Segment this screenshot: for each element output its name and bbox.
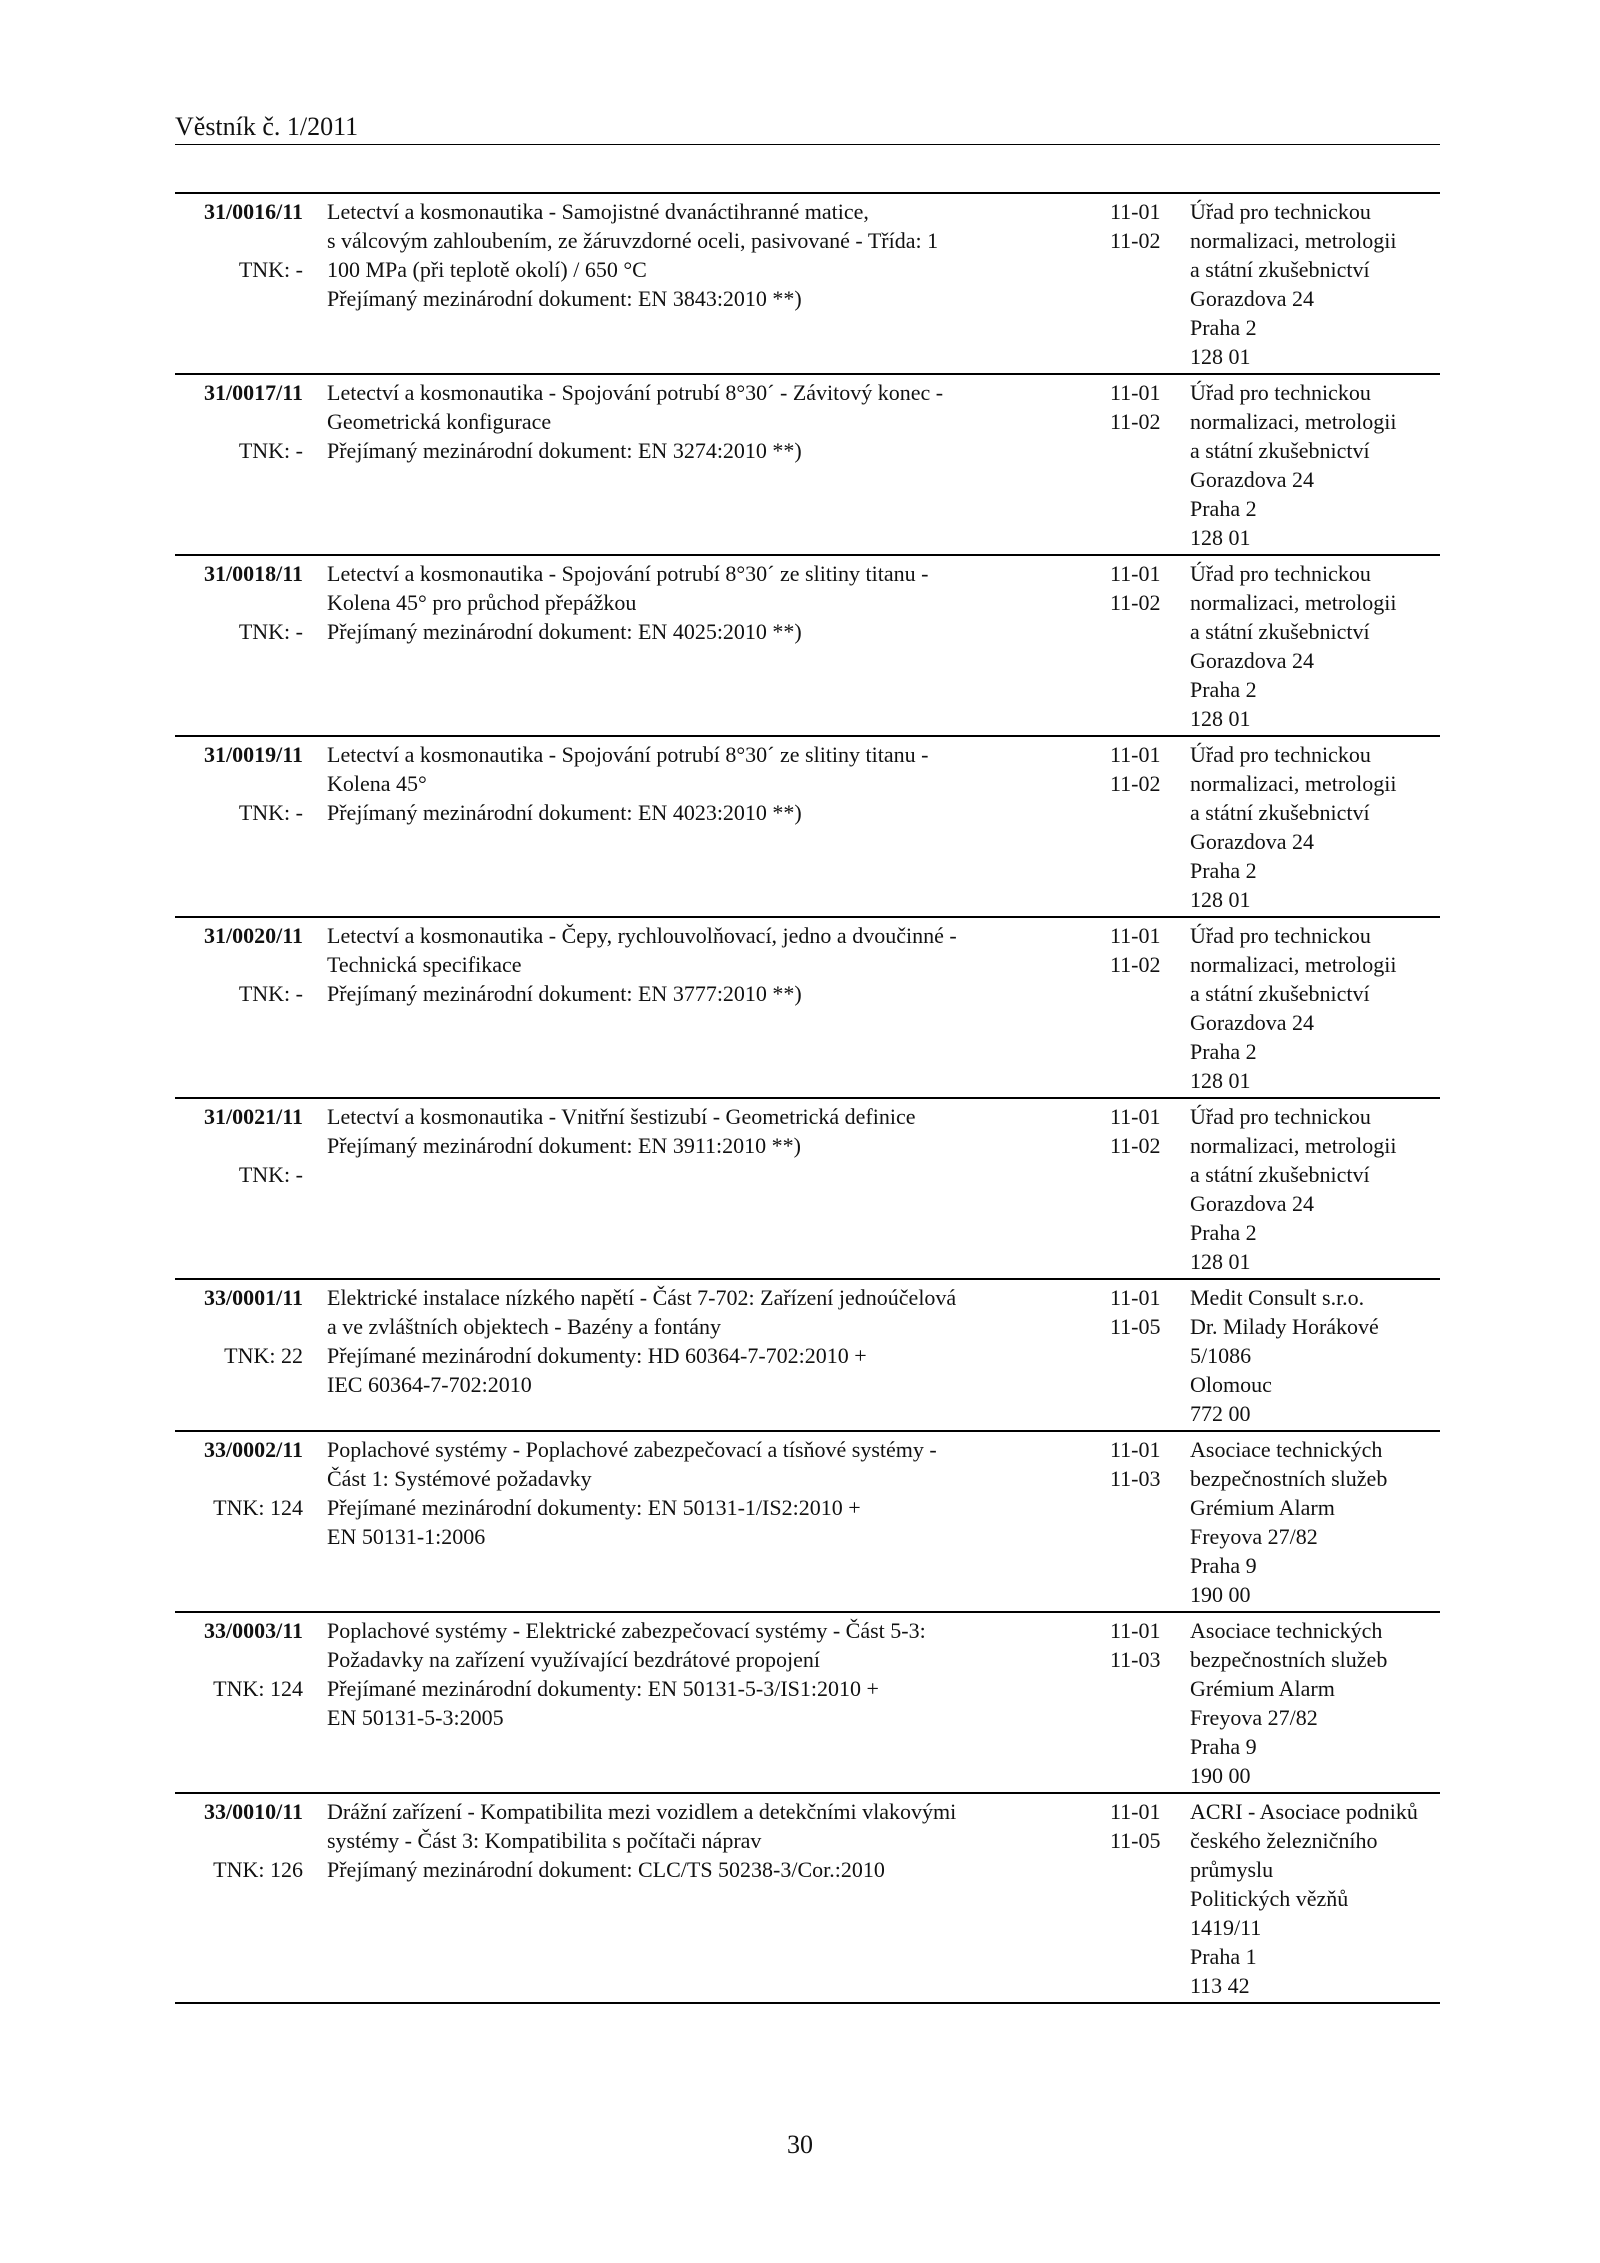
table-row — [175, 735, 1440, 916]
description-line: Letectví a kosmonautika - Vnitřní šestizubí - Geometrická definice — [327, 1104, 916, 1129]
address-line: Praha 2 — [1190, 1039, 1257, 1064]
record-codes-cell — [1080, 197, 1190, 371]
record-description-cell — [303, 1616, 1080, 1790]
address-line: bezpečnostních služeb — [1190, 1466, 1388, 1491]
tnk-label: TNK: - — [238, 1162, 303, 1187]
address-line: Praha 2 — [1190, 496, 1257, 521]
description-line: Přejímané mezinárodní dokumenty: EN 50131-1/IS2:2010 + — [327, 1495, 861, 1520]
address-line: 5/1086 — [1190, 1343, 1252, 1368]
address-line: 128 01 — [1190, 1249, 1251, 1274]
record-description-cell — [303, 921, 1080, 1095]
record-address-cell — [1190, 1102, 1440, 1276]
record-address-cell — [1190, 1435, 1440, 1609]
record-id-cell — [175, 1435, 303, 1609]
description-line: Poplachové systémy - Elektrické zabezpečovací systémy - Část 5-3: — [327, 1618, 926, 1643]
address-line: Praha 2 — [1190, 315, 1257, 340]
address-line: Úřad pro technickou — [1190, 923, 1371, 948]
description-line: s válcovým zahloubením, ze žáruvzdorné oceli, pasivované - Třída: 1 — [327, 228, 939, 253]
description-line: Elektrické instalace nízkého napětí - Část 7-702: Zařízení jednoúčelová — [327, 1285, 957, 1310]
record-id-cell — [175, 1283, 303, 1428]
record-codes-cell — [1080, 1102, 1190, 1276]
address-line: 128 01 — [1190, 525, 1251, 550]
record-codes-cell — [1080, 921, 1190, 1095]
address-line: 1419/11 — [1190, 1915, 1262, 1940]
date-code: 11-05 — [1110, 1828, 1161, 1853]
description-line: Letectví a kosmonautika - Spojování potrubí 8°30´ ze slitiny titanu - — [327, 742, 929, 767]
address-line: Úřad pro technickou — [1190, 561, 1371, 586]
address-line: Úřad pro technickou — [1190, 1104, 1371, 1129]
address-line: a státní zkušebnictví — [1190, 257, 1370, 282]
date-code: 11-02 — [1110, 771, 1161, 796]
address-line: bezpečnostních služeb — [1190, 1647, 1388, 1672]
description-line: Letectví a kosmonautika - Spojování potrubí 8°30´ - Závitový konec - — [327, 380, 944, 405]
record-address-cell — [1190, 1283, 1440, 1428]
record-number: 33/0010/11 — [203, 1799, 303, 1824]
table-row — [175, 554, 1440, 735]
record-address-cell — [1190, 378, 1440, 552]
date-code: 11-01 — [1110, 923, 1161, 948]
address-line: Úřad pro technickou — [1190, 380, 1371, 405]
address-line: normalizaci, metrologii — [1190, 228, 1397, 253]
address-line: Praha 1 — [1190, 1944, 1257, 1969]
description-line: Požadavky na zařízení využívající bezdrátové propojení — [327, 1647, 820, 1672]
address-line: 190 00 — [1190, 1582, 1251, 1607]
date-code: 11-02 — [1110, 590, 1161, 615]
address-line: normalizaci, metrologii — [1190, 590, 1397, 615]
tnk-label: TNK: 124 — [213, 1495, 303, 1520]
record-id-cell — [175, 1102, 303, 1276]
address-line: Grémium Alarm — [1190, 1495, 1335, 1520]
record-description-cell — [303, 197, 1080, 371]
tnk-label: TNK: - — [238, 257, 303, 282]
address-line: ACRI - Asociace podniků — [1190, 1799, 1418, 1824]
address-line: Praha 2 — [1190, 677, 1257, 702]
record-number: 31/0016/11 — [203, 199, 303, 224]
date-code: 11-01 — [1110, 742, 1161, 767]
address-line: Olomouc — [1190, 1372, 1272, 1397]
address-line: a státní zkušebnictví — [1190, 800, 1370, 825]
address-line: Politických vězňů — [1190, 1886, 1349, 1911]
address-line: Gorazdova 24 — [1190, 1010, 1315, 1035]
address-line: 128 01 — [1190, 344, 1251, 369]
record-codes-cell — [1080, 740, 1190, 914]
date-code: 11-01 — [1110, 1285, 1161, 1310]
address-line: a státní zkušebnictví — [1190, 981, 1370, 1006]
description-line: Kolena 45° pro průchod přepážkou — [327, 590, 637, 615]
description-line: EN 50131-5-3:2005 — [327, 1705, 504, 1730]
record-number: 31/0021/11 — [203, 1104, 303, 1129]
description-line: Přejímané mezinárodní dokumenty: EN 50131-5-3/IS1:2010 + — [327, 1676, 879, 1701]
date-code: 11-02 — [1110, 1133, 1161, 1158]
address-line: 772 00 — [1190, 1401, 1251, 1426]
date-code: 11-02 — [1110, 228, 1161, 253]
date-code: 11-03 — [1110, 1647, 1161, 1672]
address-line: Gorazdova 24 — [1190, 1191, 1315, 1216]
address-line: průmyslu — [1190, 1857, 1274, 1882]
address-line: Asociace technických — [1190, 1618, 1383, 1643]
page-header — [175, 112, 1440, 145]
description-line: Přejímaný mezinárodní dokument: EN 3777:2010 **) — [327, 981, 802, 1006]
address-line: Freyova 27/82 — [1190, 1705, 1318, 1730]
tnk-label: TNK: 124 — [213, 1676, 303, 1701]
description-line: Drážní zařízení - Kompatibilita mezi vozidlem a detekčními vlakovými — [327, 1799, 957, 1824]
description-line: Letectví a kosmonautika - Samojistné dvanáctihranné matice, — [327, 199, 869, 224]
record-number: 33/0003/11 — [203, 1618, 303, 1643]
record-codes-cell — [1080, 1797, 1190, 2000]
address-line: Úřad pro technickou — [1190, 199, 1371, 224]
tnk-label: TNK: 126 — [213, 1857, 303, 1882]
record-address-cell — [1190, 740, 1440, 914]
record-description-cell — [303, 1102, 1080, 1276]
address-line: 190 00 — [1190, 1763, 1251, 1788]
tnk-label: TNK: - — [238, 800, 303, 825]
description-line: Přejímané mezinárodní dokumenty: HD 60364-7-702:2010 + — [327, 1343, 867, 1368]
record-number: 33/0001/11 — [203, 1285, 303, 1310]
record-description-cell — [303, 740, 1080, 914]
date-code: 11-01 — [1110, 561, 1161, 586]
address-line: a státní zkušebnictví — [1190, 619, 1370, 644]
table-row — [175, 1430, 1440, 1611]
description-line: Geometrická konfigurace — [327, 409, 552, 434]
description-line: Letectví a kosmonautika - Čepy, rychlouvolňovací, jedno a dvoučinné - — [327, 923, 957, 948]
record-address-cell — [1190, 197, 1440, 371]
address-line: 113 42 — [1190, 1973, 1250, 1998]
record-number: 31/0018/11 — [203, 561, 303, 586]
table-row — [175, 194, 1440, 373]
record-codes-cell — [1080, 1435, 1190, 1609]
table-row — [175, 373, 1440, 554]
record-description-cell — [303, 559, 1080, 733]
date-code: 11-02 — [1110, 409, 1161, 434]
record-description-cell — [303, 1283, 1080, 1428]
address-line: Gorazdova 24 — [1190, 648, 1315, 673]
record-address-cell — [1190, 921, 1440, 1095]
record-codes-cell — [1080, 1283, 1190, 1428]
date-code: 11-01 — [1110, 1799, 1161, 1824]
address-line: Praha 2 — [1190, 858, 1257, 883]
date-code: 11-01 — [1110, 1104, 1161, 1129]
address-line: a státní zkušebnictví — [1190, 1162, 1370, 1187]
address-line: Grémium Alarm — [1190, 1676, 1335, 1701]
table-row — [175, 916, 1440, 1097]
record-codes-cell — [1080, 559, 1190, 733]
bulletin-title: Věstník č. 1/2011 — [175, 112, 359, 141]
record-id-cell — [175, 1616, 303, 1790]
record-address-cell — [1190, 1797, 1440, 2000]
address-line: Gorazdova 24 — [1190, 829, 1315, 854]
record-id-cell — [175, 740, 303, 914]
tnk-label: TNK: - — [238, 438, 303, 463]
description-line: 100 MPa (při teplotě okolí) / 650 °C — [327, 257, 647, 282]
description-line: Kolena 45° — [327, 771, 427, 796]
record-codes-cell — [1080, 1616, 1190, 1790]
description-line: EN 50131-1:2006 — [327, 1524, 486, 1549]
record-address-cell — [1190, 1616, 1440, 1790]
record-id-cell — [175, 1797, 303, 2000]
address-line: českého železničního — [1190, 1828, 1378, 1853]
address-line: normalizaci, metrologii — [1190, 771, 1397, 796]
standards-table — [175, 192, 1440, 2004]
date-code: 11-01 — [1110, 1618, 1161, 1643]
table-row — [175, 1611, 1440, 1792]
record-number: 31/0020/11 — [203, 923, 303, 948]
date-code: 11-02 — [1110, 952, 1161, 977]
date-code: 11-01 — [1110, 1437, 1161, 1462]
address-line: 128 01 — [1190, 887, 1251, 912]
record-address-cell — [1190, 559, 1440, 733]
description-line: Technická specifikace — [327, 952, 522, 977]
record-number: 33/0002/11 — [203, 1437, 303, 1462]
address-line: 128 01 — [1190, 1068, 1251, 1093]
address-line: Úřad pro technickou — [1190, 742, 1371, 767]
description-line: Přejímaný mezinárodní dokument: EN 3911:2010 **) — [327, 1133, 801, 1158]
description-line: Přejímaný mezinárodní dokument: EN 3843:2010 **) — [327, 286, 802, 311]
table-row — [175, 1097, 1440, 1278]
address-line: a státní zkušebnictví — [1190, 438, 1370, 463]
record-description-cell — [303, 1435, 1080, 1609]
description-line: Poplachové systémy - Poplachové zabezpečovací a tísňové systémy - — [327, 1437, 937, 1462]
record-number: 31/0019/11 — [203, 742, 303, 767]
description-line: Přejímaný mezinárodní dokument: CLC/TS 50238-3/Cor.:2010 — [327, 1857, 885, 1882]
address-line: Praha 2 — [1190, 1220, 1257, 1245]
record-id-cell — [175, 197, 303, 371]
address-line: normalizaci, metrologii — [1190, 409, 1397, 434]
page-number: 30 — [787, 2130, 813, 2159]
address-line: Praha 9 — [1190, 1553, 1257, 1578]
description-line: Přejímaný mezinárodní dokument: EN 4025:2010 **) — [327, 619, 802, 644]
record-description-cell — [303, 378, 1080, 552]
date-code: 11-03 — [1110, 1466, 1161, 1491]
address-line: normalizaci, metrologii — [1190, 1133, 1397, 1158]
address-line: Freyova 27/82 — [1190, 1524, 1318, 1549]
record-number: 31/0017/11 — [203, 380, 303, 405]
description-line: Přejímaný mezinárodní dokument: EN 3274:2010 **) — [327, 438, 802, 463]
address-line: Dr. Milady Horákové — [1190, 1314, 1379, 1339]
address-line: normalizaci, metrologii — [1190, 952, 1397, 977]
description-line: IEC 60364-7-702:2010 — [327, 1372, 532, 1397]
record-codes-cell — [1080, 378, 1190, 552]
tnk-label: TNK: - — [238, 981, 303, 1006]
tnk-label: TNK: 22 — [224, 1343, 303, 1368]
tnk-label: TNK: - — [238, 619, 303, 644]
record-id-cell — [175, 559, 303, 733]
record-id-cell — [175, 378, 303, 552]
table-row — [175, 1278, 1440, 1430]
record-id-cell — [175, 921, 303, 1095]
address-line: 128 01 — [1190, 706, 1251, 731]
date-code: 11-05 — [1110, 1314, 1161, 1339]
description-line: systémy - Část 3: Kompatibilita s počítači náprav — [327, 1828, 762, 1853]
description-line: a ve zvláštních objektech - Bazény a fontány — [327, 1314, 722, 1339]
table-row — [175, 1792, 1440, 2002]
address-line: Medit Consult s.r.o. — [1190, 1285, 1365, 1310]
address-line: Gorazdova 24 — [1190, 467, 1315, 492]
address-line: Praha 9 — [1190, 1734, 1257, 1759]
address-line: Asociace technických — [1190, 1437, 1383, 1462]
description-line: Část 1: Systémové požadavky — [327, 1466, 592, 1491]
date-code: 11-01 — [1110, 380, 1161, 405]
date-code: 11-01 — [1110, 199, 1161, 224]
address-line: Gorazdova 24 — [1190, 286, 1315, 311]
record-description-cell — [303, 1797, 1080, 2000]
description-line: Přejímaný mezinárodní dokument: EN 4023:2010 **) — [327, 800, 802, 825]
description-line: Letectví a kosmonautika - Spojování potrubí 8°30´ ze slitiny titanu - — [327, 561, 929, 586]
